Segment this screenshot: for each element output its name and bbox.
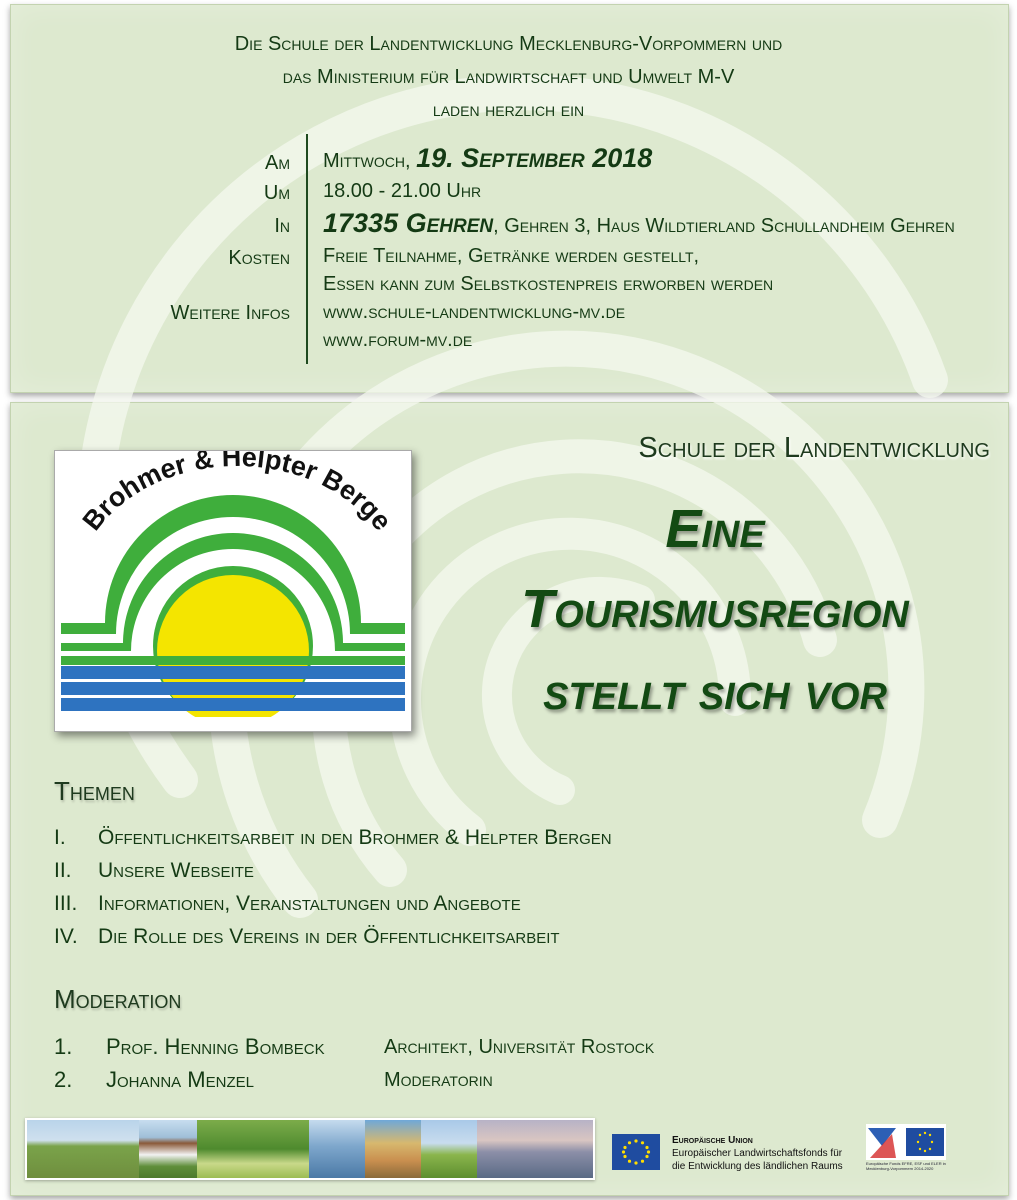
moderator-number: 1. [54, 1034, 73, 1059]
event-place-main: 17335 Gehren [323, 208, 494, 238]
photo-pier [477, 1120, 593, 1178]
esi-funds-text: Europäische Fonds EFRE, ESF und ELER in Mecklenburg-Vorpommern 2014-2020 [866, 1161, 946, 1171]
logo-arc-text: Brohmer & Helpter Berge [76, 451, 398, 536]
photo-church [421, 1120, 477, 1178]
info-divider [306, 134, 308, 364]
intro-line-3: laden herzlich ein [432, 99, 585, 121]
theme-item [54, 859, 254, 883]
theme-text: Informationen, Veranstaltungen und Angebote [98, 892, 521, 915]
photo-lake [309, 1120, 365, 1178]
eu-line-3: die Entwicklung des ländlichen Raums [672, 1161, 843, 1172]
event-place-detail: , Gehren 3, Haus Wildtierland Schullandheim Gehren [493, 215, 955, 237]
logo-graphic [55, 451, 411, 731]
event-date-main: 19. September 2018 [416, 143, 653, 173]
info-link-school[interactable]: www.schule-landentwicklung-mv.de [323, 301, 626, 323]
moderator-name: Prof. Henning Bombeck [106, 1034, 325, 1059]
theme-item [54, 925, 560, 949]
theme-item [54, 826, 612, 850]
label-date: Am [264, 152, 290, 174]
theme-number: II. [54, 859, 72, 882]
event-weekday: Mittwoch, [323, 150, 417, 172]
event-date [323, 143, 652, 174]
headline-line-3: stellt sich vor [543, 661, 887, 721]
moderation-heading: Moderation [54, 984, 182, 1014]
theme-text: Unsere Webseite [98, 859, 254, 882]
theme-number: III. [54, 892, 78, 915]
headline-line-2: Tourismusregion [521, 579, 909, 639]
info-link-forum[interactable]: www.forum-mv.de [323, 329, 473, 351]
moderator-role: Moderatorin [384, 1069, 493, 1091]
moderator-number: 2. [54, 1067, 73, 1092]
label-more-info: Weitere Infos [170, 302, 290, 324]
event-place [323, 208, 955, 239]
moderator-name: Johanna Menzel [106, 1067, 254, 1092]
photo-strip [25, 1118, 595, 1180]
theme-number: I. [54, 826, 66, 849]
eu-line-2: Europäischer Landwirtschaftsfonds für [672, 1148, 843, 1159]
headline-line-1: Eine [665, 499, 765, 559]
eu-line-1: Europäische Union [672, 1135, 753, 1146]
theme-item [54, 892, 521, 916]
eu-funding-text [672, 1134, 843, 1173]
eu-flag-icon [612, 1134, 660, 1170]
invitation-intro [10, 28, 1007, 127]
event-time: 18.00 - 21.00 Uhr [323, 180, 482, 202]
theme-number: IV. [54, 925, 78, 948]
theme-text: Öffentlichkeitsarbeit in den Brohmer & Helpter Bergen [98, 826, 612, 849]
label-time: Um [263, 182, 290, 204]
label-cost: Kosten [228, 247, 290, 269]
school-title: Schule der Landentwicklung [638, 432, 990, 464]
cost-line-2: Essen kann zum Selbstkostenpreis erworben werden [323, 273, 774, 295]
brohmer-helpter-berge-logo [54, 450, 412, 732]
photo-people [365, 1120, 421, 1178]
intro-line-2: das Ministerium für Landwirtschaft und Umwelt M-V [282, 66, 735, 88]
theme-text: Die Rolle des Vereins in der Öffentlichkeitsarbeit [98, 925, 560, 948]
label-place: In [274, 215, 290, 237]
photo-trees [197, 1120, 309, 1178]
themes-heading: Themen [54, 776, 135, 806]
photo-cyclists [27, 1120, 139, 1178]
moderator-role: Architekt, Universität Rostock [384, 1036, 655, 1058]
cost-line-1: Freie Teilnahme, Getränke werden gestellt, [323, 245, 700, 267]
intro-line-1: Die Schule der Landentwicklung Mecklenburg-Vorpommern und [234, 33, 783, 55]
photo-house [139, 1120, 197, 1178]
